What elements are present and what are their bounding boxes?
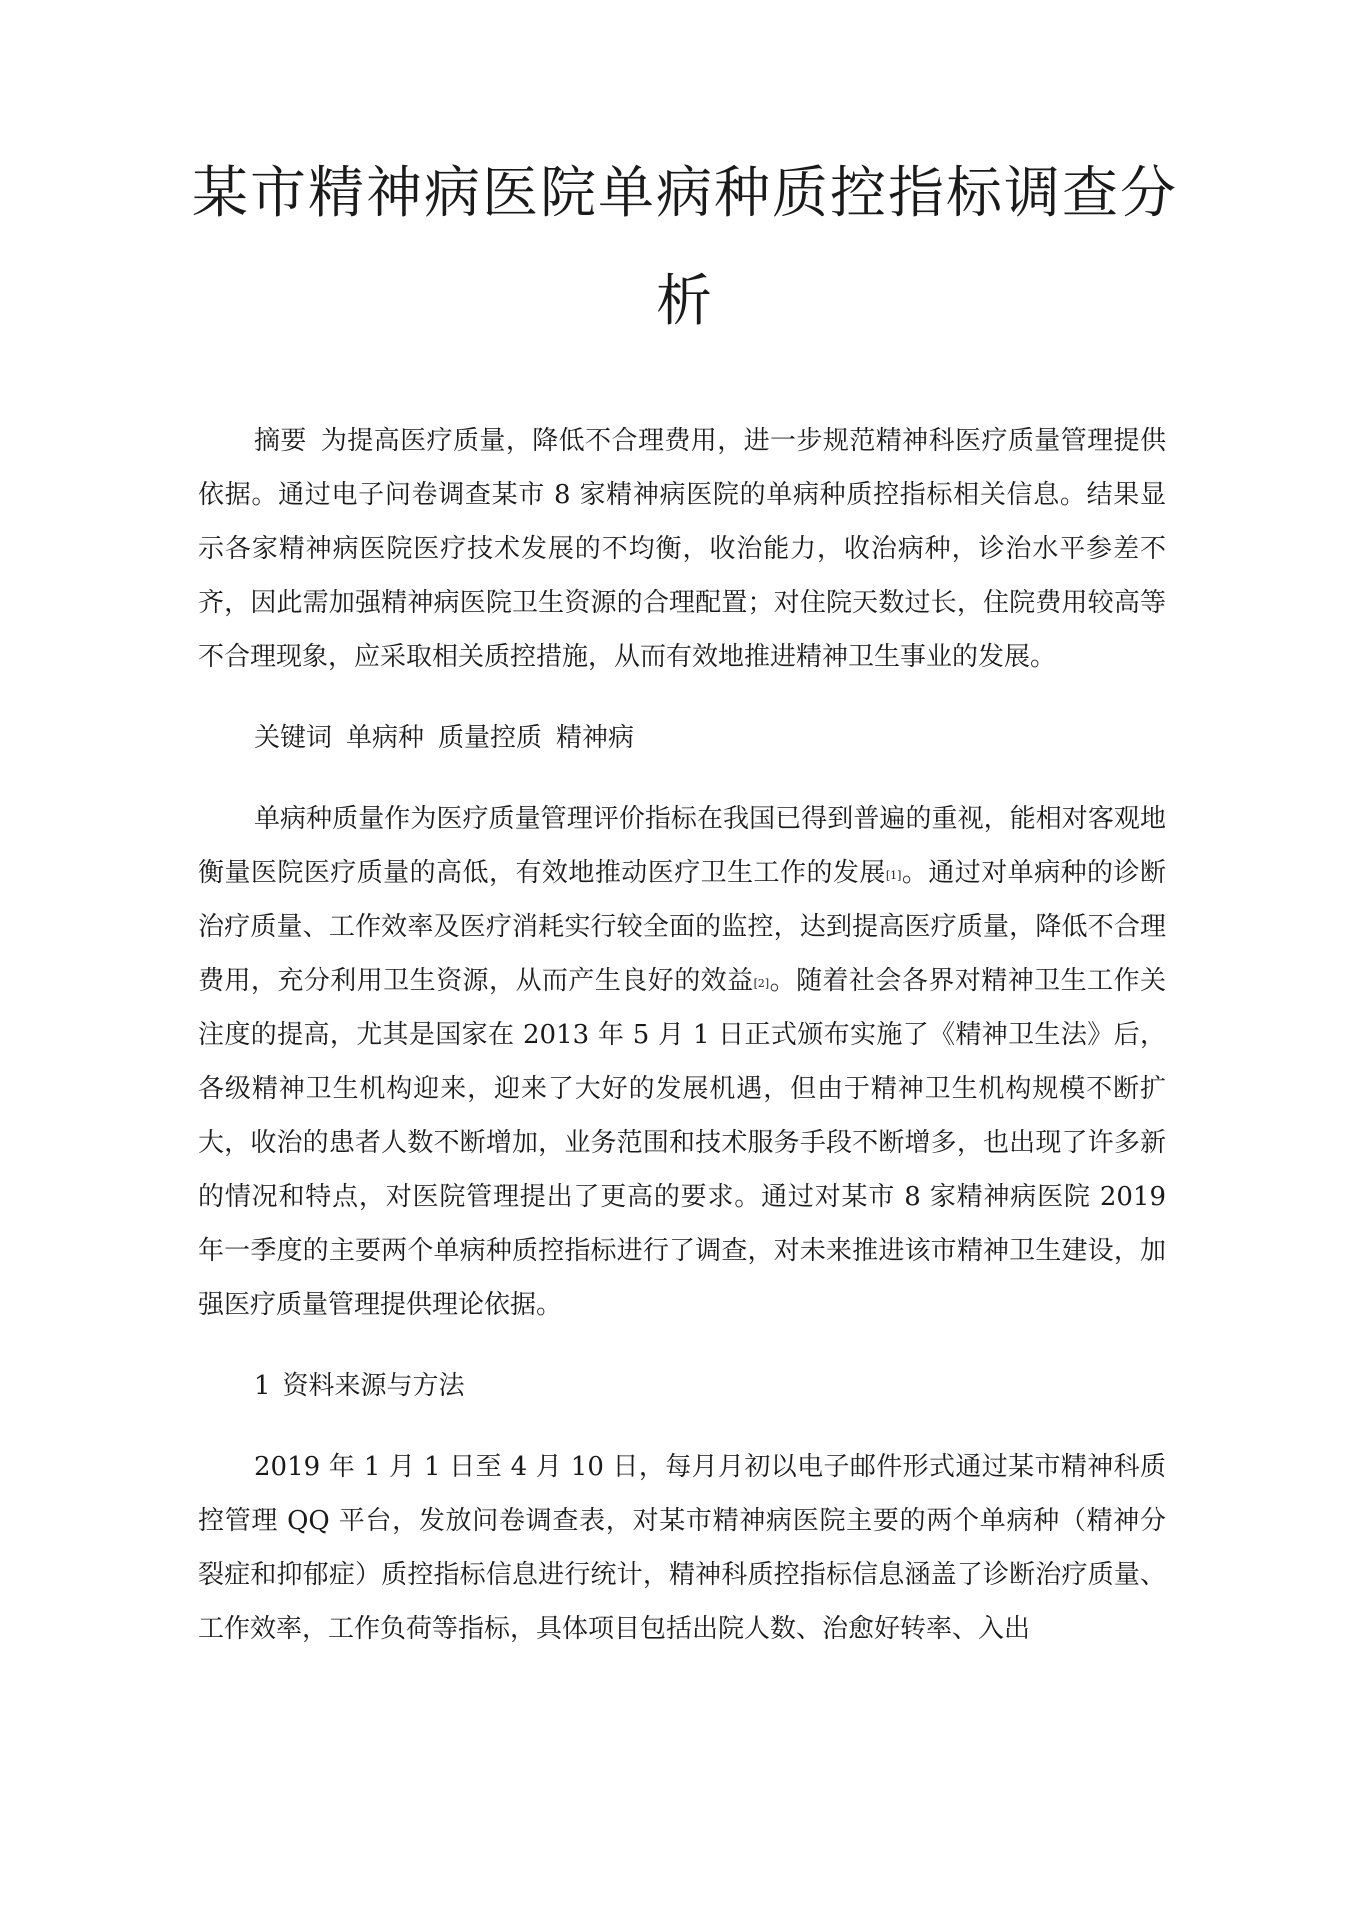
section-heading: [198, 1359, 1166, 1413]
citation-ref-1: [1]: [885, 869, 902, 882]
section-paragraph: [198, 1440, 1166, 1656]
keywords-label: 关键词: [254, 723, 333, 753]
keyword-item: 质量控质: [438, 723, 543, 753]
section-title: 资料来源与方法: [282, 1371, 465, 1401]
intro-text-part2: 。通过对单病种的诊断治疗质量、工作效率及医疗消耗实行较全面的监控，达到提高医疗质量，降低不合理费用，充分利用卫生资源，从而产生良好的效益: [198, 858, 1166, 996]
abstract-label: 摘要: [254, 426, 307, 456]
abstract-text: 为提高医疗质量，降低不合理费用，进一步规范精神科医疗质量管理提供依据。通过电子问卷调查某市 8 家精神病医院的单病种质控指标相关信息。结果显示各家精神病医院医疗技术发展的不均衡，收治能力，收治病种，诊治水平参差不齐，因此需加强精神病医院卫生资源的合理配置；对住院天数过长，住院费用较高等不合理现象，应采取相关质控措施，从而有效地推进精神卫生事业的发展。: [198, 426, 1166, 672]
section-number: 1: [254, 1371, 271, 1401]
citation-ref-2: [2]: [753, 977, 770, 990]
intro-paragraph: [198, 792, 1166, 1332]
document-body: [198, 414, 1166, 1683]
keyword-item: 单病种: [346, 723, 425, 753]
section-text: 2019 年 1 月 1 日至 4 月 10 日，每月月初以电子邮件形式通过某市精神科质控管理 QQ 平台，发放问卷调查表，对某市精神病医院主要的两个单病种（精神分裂症和抑郁症）质控指标信息进行统计，精神科质控指标信息涵盖了诊断治疗质量、工作效率，工作负荷等指标，具体项目包括出院人数、治愈好转率、入出: [198, 1452, 1166, 1644]
keywords-line: [198, 711, 1166, 765]
intro-text-part3: 。随着社会各界对精神卫生工作关注度的提高，尤其是国家在 2013 年 5 月 1 日正式颁布实施了《精神卫生法》后，各级精神卫生机构迎来，迎来了大好的发展机遇，但由于精神卫生机构规模不断扩大，收治的患者人数不断增加，业务范围和技术服务手段不断增多，也出现了许多新的情况和特点，对医院管理提出了更高的要求。通过对某市 8 家精神病医院 2019 年一季度的主要两个单病种质控指标进行了调查，对未来推进该市精神卫生建设，加强医疗质量管理提供理论依据。: [198, 966, 1166, 1320]
keyword-item: 精神病: [556, 723, 635, 753]
abstract-paragraph: [198, 414, 1166, 684]
intro-text-part1: 单病种质量作为医疗质量管理评价指标在我国已得到普遍的重视，能相对客观地衡量医院医疗质量的高低，有效地推动医疗卫生工作的发展: [198, 804, 1166, 888]
document-title: 某市精神病医院单病种质控指标调查分析: [192, 161, 1178, 334]
